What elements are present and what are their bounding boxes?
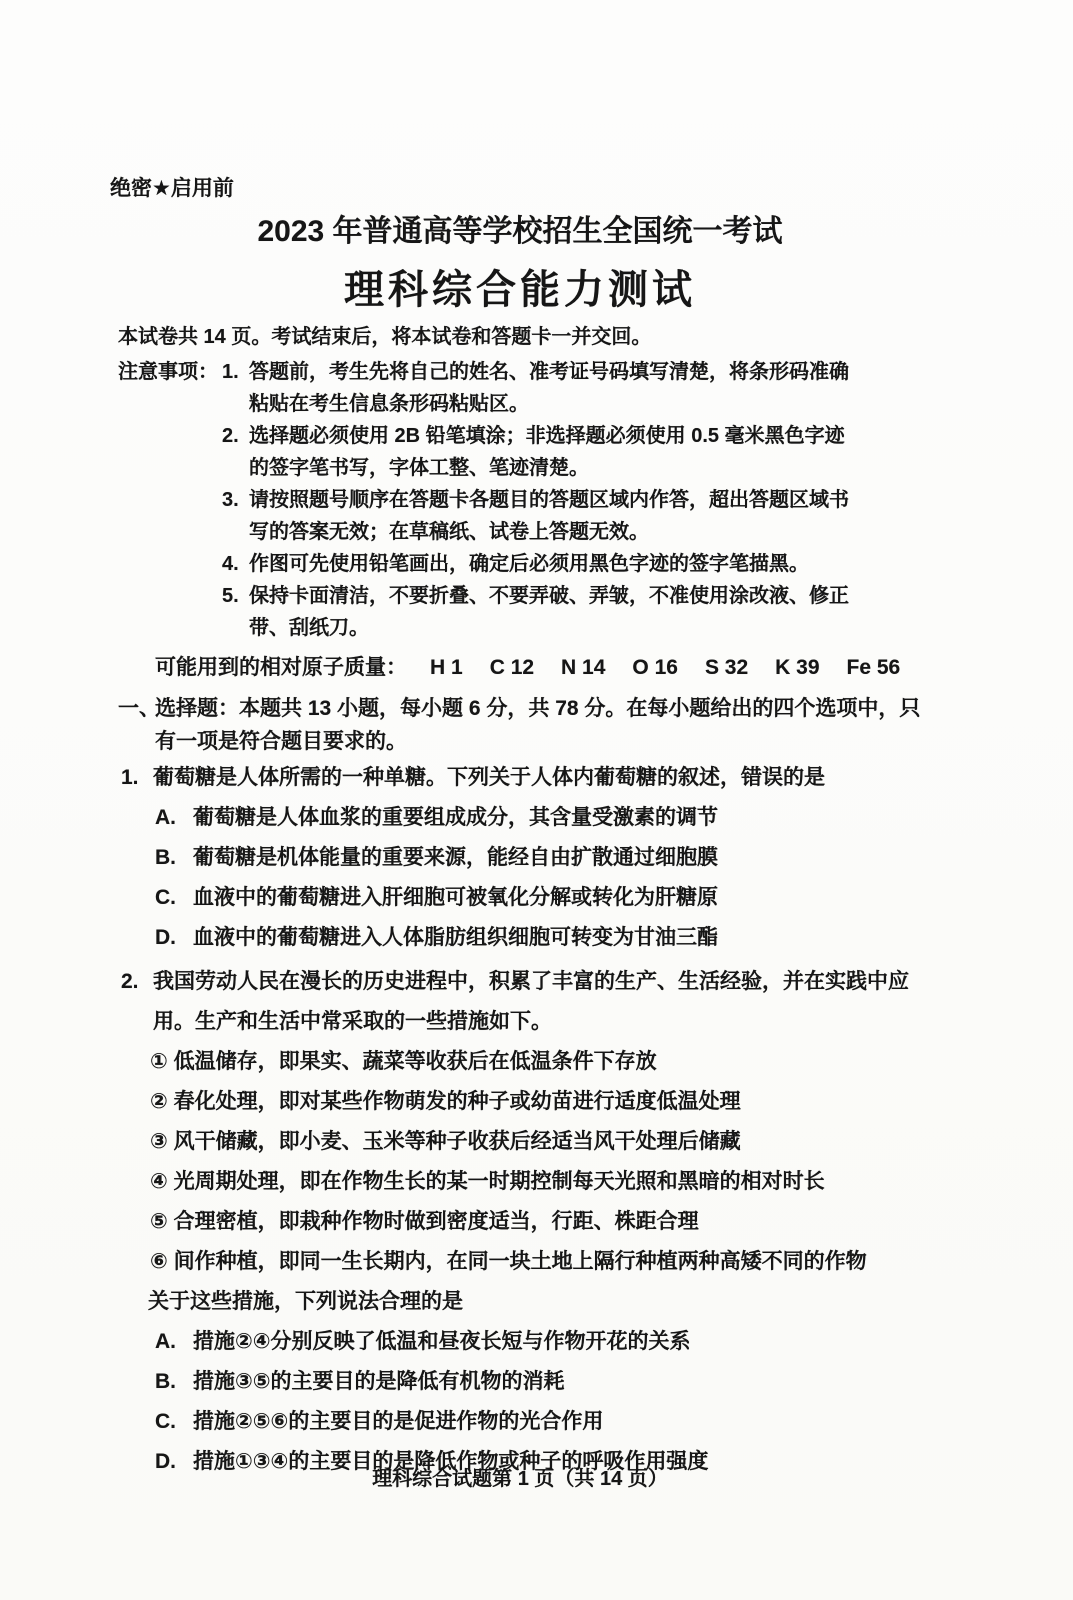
notice-line: 的签字笔书写，字体工整、笔迹清楚。 (249, 457, 589, 479)
notice-line: 写的答案无效；在草稿纸、试卷上答题无效。 (249, 521, 649, 543)
option-label: B. (155, 1370, 176, 1393)
page-footer: 理科综合试题第 1 页（共 14 页） (372, 1468, 668, 1490)
notice-number: 3. (222, 489, 239, 511)
option-row (155, 1362, 998, 1402)
notice-number: 1. (222, 361, 239, 383)
measure-item-6: ⑥ 间作种植，即同一生长期内，在同一块土地上隔行种植两种高矮不同的作物 (150, 1250, 867, 1273)
option-label: B. (155, 846, 176, 869)
option-text: 措施①③④的主要目的是降低作物或种子的呼吸作用强度 (193, 1450, 709, 1473)
atomic-masses-line (155, 650, 998, 686)
section-heading-line: 选择题：本题共 13 小题，每小题 6 分，共 78 分。在每小题给出的四个选项中，只 (155, 697, 921, 720)
atomic-mass-H: H 1 (430, 656, 463, 679)
option-row (155, 1322, 998, 1362)
option-label: C. (155, 1410, 176, 1433)
measure-item-5: ⑤ 合理密植，即栽种作物时做到密度适当，行距、株距合理 (150, 1210, 699, 1233)
subject-title: 理科综合能力测试 (344, 268, 696, 312)
notice-item-2 (222, 420, 849, 484)
option-text: 血液中的葡萄糖进入人体脂肪组织细胞可转变为甘油三酯 (193, 926, 718, 949)
notice-line: 选择题必须使用 2B 铅笔填涂；非选择题必须使用 0.5 毫米黑色字迹 (249, 425, 845, 447)
notices-block (118, 356, 998, 644)
option-row (155, 878, 998, 918)
notice-line: 答题前，考生先将自己的姓名、准考证号码填写清楚，将条形码准确 (249, 361, 849, 383)
question-followup: 关于这些措施，下列说法合理的是 (148, 1290, 463, 1313)
atomic-mass-K: K 39 (775, 656, 820, 679)
question-number: 1. (121, 766, 139, 789)
option-label: A. (155, 1330, 176, 1353)
question-stem-line: 用。生产和生活中常采取的一些措施如下。 (153, 1010, 552, 1033)
page-body (118, 320, 998, 1482)
option-text: 措施②⑤⑥的主要目的是促进作物的光合作用 (193, 1410, 604, 1433)
notices-label: 注意事项： (118, 361, 218, 383)
atomic-mass-C: C 12 (489, 656, 535, 679)
option-text: 血液中的葡萄糖进入肝细胞可被氧化分解或转化为肝糖原 (193, 886, 718, 909)
measure-item-3: ③ 风干储藏，即小麦、玉米等种子收获后经适当风干处理后储藏 (150, 1130, 741, 1153)
notices-list (222, 356, 849, 644)
notice-line: 粘贴在考生信息条形码粘贴区。 (249, 393, 529, 415)
option-text: 葡萄糖是机体能量的重要来源，能经自由扩散通过细胞膜 (193, 846, 718, 869)
option-row (155, 838, 998, 878)
section-heading (118, 692, 998, 758)
measure-item-2: ② 春化处理，即对某些作物萌发的种子或幼苗进行适度低温处理 (150, 1090, 741, 1113)
notice-number: 2. (222, 425, 239, 447)
return-instruction: 本试卷共 14 页。考试结束后，将本试卷和答题卡一并交回。 (118, 326, 652, 348)
exam-title: 2023 年普通高等学校招生全国统一考试 (257, 215, 783, 248)
option-row (155, 1402, 998, 1442)
atomic-mass-O: O 16 (632, 656, 678, 679)
option-text: 葡萄糖是人体血浆的重要组成成分，其含量受激素的调节 (193, 806, 718, 829)
option-label: C. (155, 886, 176, 909)
notice-item-4 (222, 548, 849, 580)
atomic-masses-label: 可能用到的相对原子质量： (155, 656, 407, 679)
notice-item-1 (222, 356, 849, 420)
option-text: 措施③⑤的主要目的是降低有机物的消耗 (193, 1370, 565, 1393)
atomic-mass-Fe: Fe 56 (846, 656, 901, 679)
option-row (155, 918, 998, 958)
notice-item-5 (222, 580, 849, 644)
notice-number: 4. (222, 553, 239, 575)
notice-item-3 (222, 484, 849, 548)
notice-line: 保持卡面清洁，不要折叠、不要弄破、弄皱，不准使用涂改液、修正 (249, 585, 849, 607)
notice-number: 5. (222, 585, 239, 607)
measure-item-4: ④ 光周期处理，即在作物生长的某一时期控制每天光照和黑暗的相对时长 (150, 1170, 825, 1193)
question-stem-line: 我国劳动人民在漫长的历史进程中，积累了丰富的生产、生活经验，并在实践中应 (153, 970, 909, 993)
option-row (155, 798, 998, 838)
option-label: D. (155, 926, 176, 949)
section-marker: 一、 (118, 697, 160, 720)
atomic-mass-N: N 14 (561, 656, 606, 679)
notice-line: 作图可先使用铅笔画出，确定后必须用黑色字迹的签字笔描黑。 (249, 553, 809, 575)
measure-item-1: ① 低温储存，即果实、蔬菜等收获后在低温条件下存放 (150, 1050, 657, 1073)
question-2 (118, 962, 998, 1482)
question-stem-line: 葡萄糖是人体所需的一种单糖。下列关于人体内葡萄糖的叙述，错误的是 (153, 766, 825, 789)
section-heading-line: 有一项是符合题目要求的。 (155, 730, 407, 753)
option-label: A. (155, 806, 176, 829)
notice-line: 请按照题号顺序在答题卡各题目的答题区域内作答，超出答题区域书 (249, 489, 849, 511)
security-marking: 绝密★启用前 (110, 177, 234, 200)
question-1 (118, 758, 998, 958)
title-block (20, 206, 1020, 315)
notice-line: 带、刮纸刀。 (249, 617, 369, 639)
option-label: D. (155, 1450, 176, 1473)
option-text: 措施②④分别反映了低温和昼夜长短与作物开花的关系 (193, 1330, 691, 1353)
atomic-mass-S: S 32 (704, 656, 749, 679)
question-number: 2. (121, 970, 139, 993)
